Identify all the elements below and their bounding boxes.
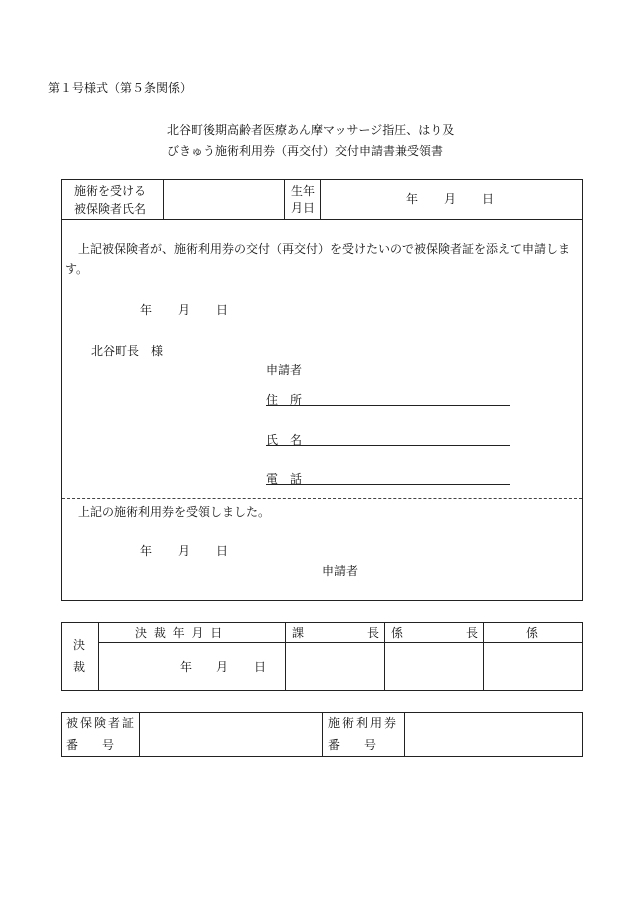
voucher-label-1: 施術利用券 [328, 716, 399, 730]
numbers-col-divider-1 [139, 712, 140, 757]
approval-date-year: 年 [180, 660, 193, 674]
numbers-col-divider-2 [322, 712, 323, 757]
dob-year-label: 年 [406, 192, 419, 206]
header-row-divider [61, 219, 583, 220]
form-title-line2: びきゅう施術利用券（再交付）交付申請書兼受領書 [167, 144, 444, 158]
dob-day-label: 日 [482, 192, 495, 206]
receipt-date-day: 日 [216, 544, 229, 558]
application-date-year: 年 [140, 303, 153, 317]
insurance-card-label-2: 番 号 [66, 738, 115, 752]
voucher-number-field[interactable] [406, 714, 582, 756]
dob-label-1: 生年 [291, 184, 316, 198]
insured-name-label-2: 被保険者氏名 [74, 202, 147, 216]
receipt-date-year: 年 [140, 544, 153, 558]
insurance-card-number-field[interactable] [141, 714, 321, 756]
application-text-line1: 上記被保険者が、施術利用券の交付（再交付）を受けたいので被保険者証を添えて申請しま [78, 242, 571, 256]
section-chief-header-1: 課 [292, 626, 305, 640]
approval-date-header: 決 裁 年 月 日 [135, 626, 223, 640]
address-label: 住 所 [266, 393, 303, 407]
approval-date-day: 日 [254, 660, 267, 674]
approval-col-divider-2 [285, 622, 286, 691]
subsection-chief-header-1: 係 [391, 626, 404, 640]
staff-stamp-cell[interactable] [485, 644, 582, 690]
receipt-text: 上記の施術利用券を受領しました。 [78, 505, 271, 519]
receipt-divider [62, 498, 582, 499]
subsection-chief-stamp-cell[interactable] [386, 644, 482, 690]
insurance-card-label-1: 被保険者証 [66, 716, 137, 730]
phone-label: 電 話 [266, 472, 303, 486]
form-number: 第１号様式（第５条関係） [48, 81, 193, 95]
receipt-date-month: 月 [178, 544, 191, 558]
numbers-col-divider-3 [404, 712, 405, 757]
phone-field[interactable] [266, 484, 510, 485]
dob-month-label: 月 [444, 192, 457, 206]
dob-label-2: 月日 [291, 201, 316, 215]
header-col-divider-2 [284, 179, 285, 219]
name-label: 氏 名 [266, 433, 303, 447]
voucher-label-2: 番 号 [328, 738, 377, 752]
receipt-applicant-label: 申請者 [322, 564, 359, 578]
subsection-chief-header-2: 長 [466, 626, 479, 640]
address-field[interactable] [266, 405, 510, 406]
applicant-label: 申請者 [266, 363, 303, 377]
addressee: 北谷町長 様 [91, 344, 164, 358]
approval-header-divider [98, 642, 583, 643]
application-text-line2: す。 [65, 262, 89, 276]
staff-header: 係 [526, 626, 539, 640]
approval-col-divider-3 [384, 622, 385, 691]
approval-label-1: 決 [73, 638, 86, 652]
insured-name-label-1: 施術を受ける [74, 184, 147, 198]
approval-col-divider-1 [98, 622, 99, 691]
approval-date-month: 月 [216, 660, 229, 674]
form-title-line1: 北谷町後期高齢者医療あん摩マッサージ指圧、はり及 [167, 123, 455, 137]
application-date-month: 月 [178, 303, 191, 317]
section-chief-header-2: 長 [367, 626, 380, 640]
name-field[interactable] [266, 445, 510, 446]
application-date-day: 日 [216, 303, 229, 317]
approval-col-divider-4 [483, 622, 484, 691]
insured-name-field[interactable] [164, 181, 283, 218]
approval-label-2: 裁 [73, 660, 86, 674]
section-chief-stamp-cell[interactable] [287, 644, 383, 690]
